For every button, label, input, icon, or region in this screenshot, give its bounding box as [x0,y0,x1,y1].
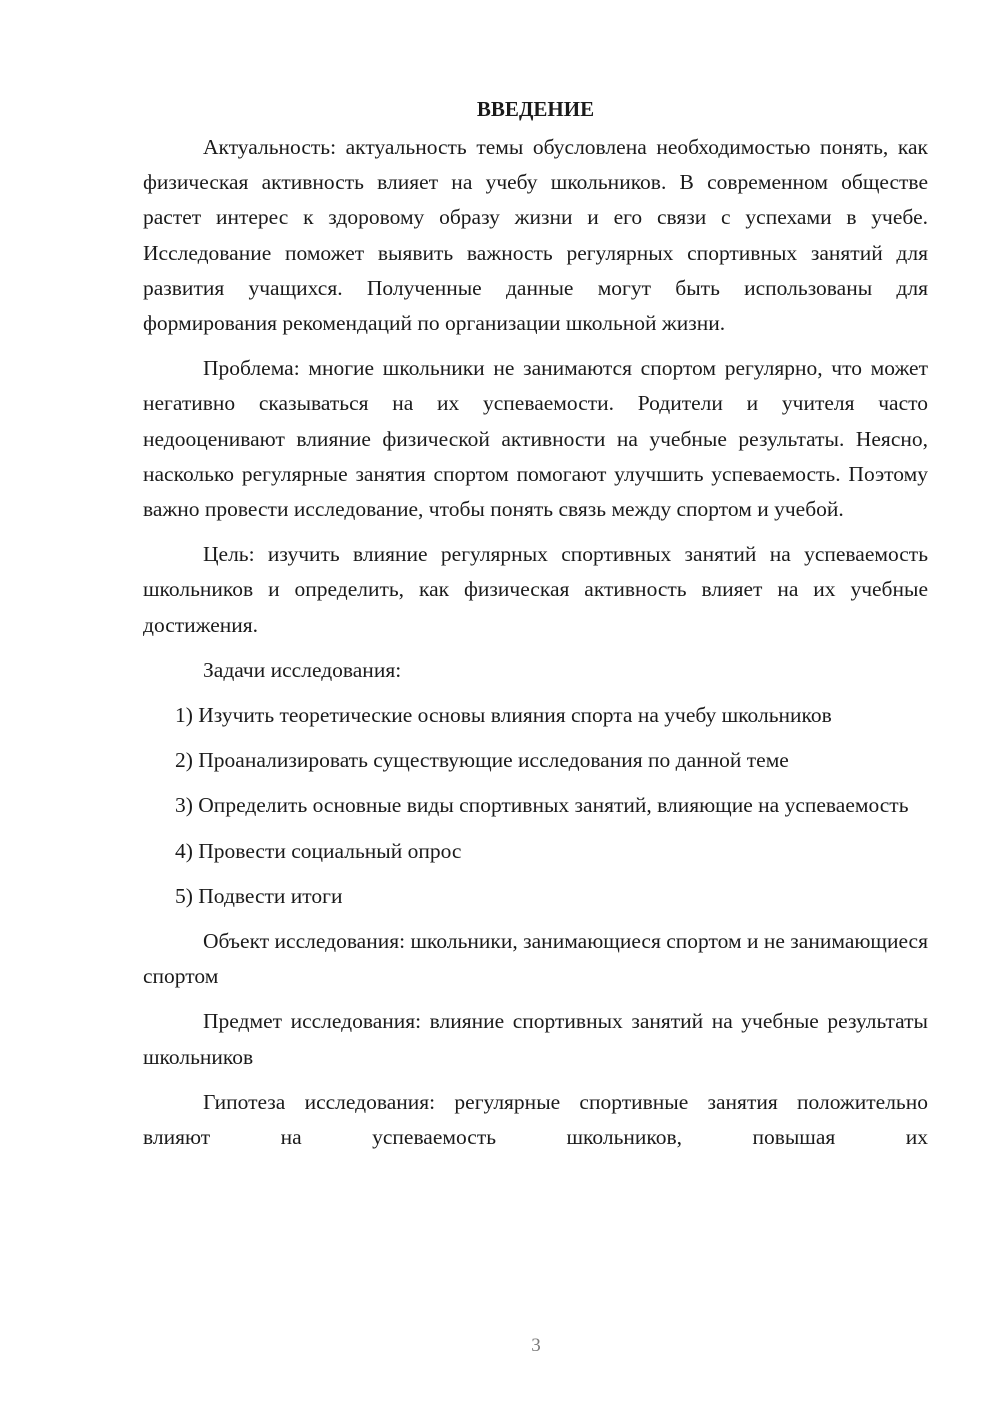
task-item-3: 3) Определить основные виды спортивных занятий, влияющие на успеваемость [175,793,909,818]
relevance-paragraph: Актуальность: актуальность темы обусловлена необходимостью понять, как физическая активность влияет на учебу школьников. В современном обществе растет интерес к здоровому образу жизни и его связи с успехами в учебе. Исследование поможет выявить важность регулярных спортивных занятий для развития учащихся. Полученные данные могут быть использованы для формирования рекомендаций по организации школьной жизни. [143,135,928,336]
problem-paragraph: Проблема: многие школьники не занимаются спортом регулярно, что может негативно сказываться на их успеваемости. Родители и учителя часто недооценивают влияние физической активности на учебные результаты. Неясно, насколько регулярные занятия спортом помогают улучшить успеваемость. Поэтому важно провести исследование, чтобы понять связь между спортом и учебой. [143,356,928,522]
task-item-2: 2) Проанализировать существующие исследования по данной теме [175,748,789,773]
page-number: 3 [531,1335,541,1356]
document-page [143,92,928,1155]
object-paragraph: Объект исследования: школьники, занимающиеся спортом и не занимающиеся спортом [143,929,928,989]
goal-paragraph: Цель: изучить влияние регулярных спортивных занятий на успеваемость школьников и определить, как физическая активность влияет на их учебные достижения. [143,542,928,637]
tasks-heading: Задачи исследования: [203,657,402,682]
hypothesis-paragraph: Гипотеза исследования: регулярные спортивные занятия положительно влияют на успеваемость школьников, повышая их [143,1089,928,1150]
task-item-4: 4) Провести социальный опрос [175,838,462,863]
subject-paragraph: Предмет исследования: влияние спортивных занятий на учебные результаты школьников [143,1009,928,1069]
task-item-1: 1) Изучить теоретические основы влияния спорта на учебу школьников [175,703,832,728]
section-title: ВВЕДЕНИЕ [476,97,595,121]
task-item-5: 5) Подвести итоги [175,883,343,908]
